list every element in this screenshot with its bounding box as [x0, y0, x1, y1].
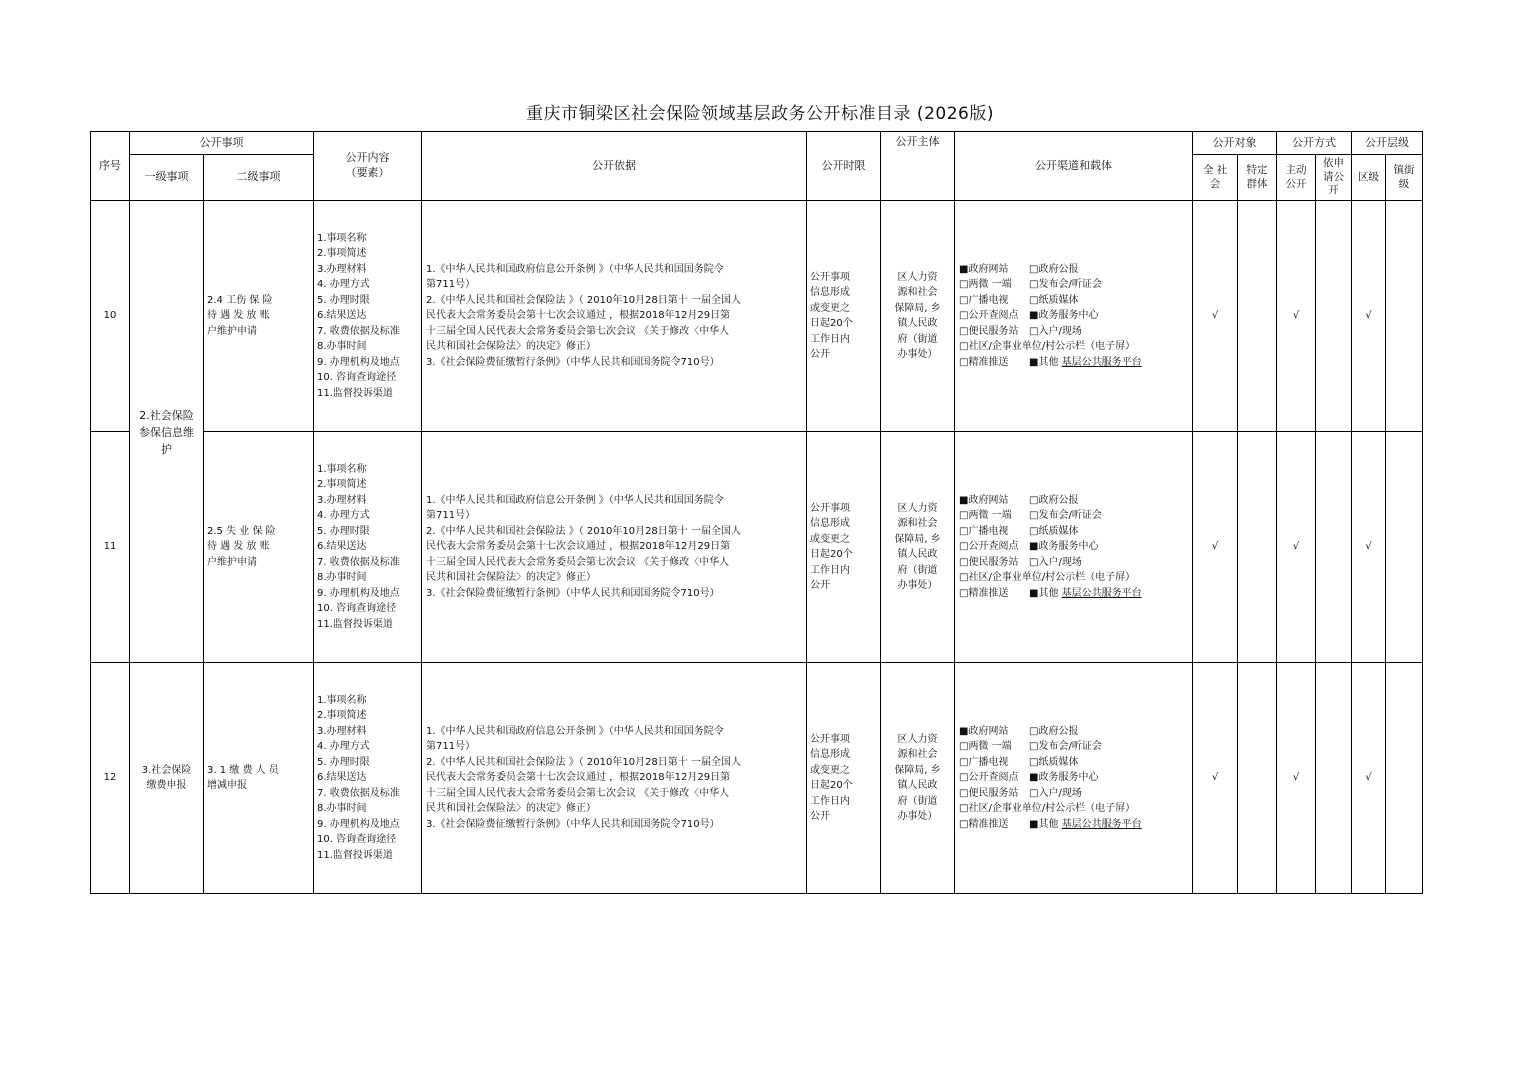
basis-line: 第711号） — [426, 741, 476, 753]
header-audience-group: 公开对象 — [1193, 132, 1277, 155]
basis-line: 3.《社会保险费征缴暂行条例》（中华人民共和国国务院令710号） — [426, 587, 720, 599]
check-level-district: √ — [1352, 201, 1386, 432]
subject-line: 办事处） — [897, 580, 938, 591]
channel-option: □入户/现场 — [1029, 325, 1082, 337]
content-line: 11.监督投诉渠道 — [317, 618, 393, 630]
content-line: 9. 办理机构及地点 — [317, 356, 400, 368]
channel-option: □广播电视 — [959, 756, 1009, 768]
check-audience-all: √ — [1193, 201, 1238, 432]
time-line: 信息形成 — [810, 287, 850, 298]
header-items-group: 公开事项 — [130, 132, 314, 155]
time-line: 公开事项 — [810, 733, 850, 745]
channel-option: □社区/企事业单位/村公示栏（电子屏） — [959, 803, 1136, 815]
empty-level-town — [1386, 663, 1423, 894]
level2-line: 待 遇 发 放 账 — [207, 541, 270, 553]
content-cell — [314, 663, 422, 894]
channel-option: □纸质媒体 — [1029, 756, 1079, 768]
level2-line: 3. 1 缴 费 人 员 — [207, 764, 279, 776]
empty-mode-request — [1316, 663, 1352, 894]
header-level-town: 镇街 级 — [1386, 155, 1423, 201]
channel-option: ■政府网站 — [959, 725, 1009, 737]
basis-line: 1.《中华人民共和国政府信息公开条例 》（中华人民共和国国务院令 — [426, 725, 724, 737]
level2-line: 待 遇 发 放 账 — [207, 310, 270, 322]
time-line: 公开 — [810, 580, 830, 591]
header-basis: 公开依据 — [422, 132, 807, 201]
channel-option: ■政务服务中心 — [1029, 541, 1099, 553]
empty-level-town — [1386, 432, 1423, 663]
channel-option: ■政府网站 — [959, 263, 1009, 275]
content-line: 4. 办理方式 — [317, 741, 370, 753]
level1-line: 3.社会保险 — [141, 764, 192, 776]
content-line: 1.事项名称 — [317, 232, 367, 244]
level1-cell-merged — [130, 201, 204, 663]
header-channel: 公开渠道和载体 — [955, 132, 1193, 201]
basis-line: 1.《中华人民共和国政府信息公开条例 》（中华人民共和国国务院令 — [426, 494, 724, 506]
channel-option: □社区/企事业单位/村公示栏（电子屏） — [959, 572, 1136, 584]
channel-option: □广播电视 — [959, 525, 1009, 537]
channel-option: □公开查阅点 — [959, 310, 1019, 322]
channel-option: □发布会/听证会 — [1029, 741, 1102, 753]
content-line: 1.事项名称 — [317, 694, 367, 706]
content-line: 10. 咨询查询途径 — [317, 372, 397, 384]
content-line: 6.结果送达 — [317, 310, 367, 322]
channel-option: ■政务服务中心 — [1029, 772, 1099, 784]
level1-line: 2.社会保险 — [139, 408, 194, 422]
subject-cell — [881, 201, 955, 432]
channel-option: ■其他 — [1029, 587, 1062, 599]
basis-cell — [422, 201, 807, 432]
subject-line: 镇人民政 — [897, 318, 938, 329]
time-line: 日起20个 — [810, 549, 853, 560]
time-cell — [807, 663, 881, 894]
time-line: 公开事项 — [810, 502, 850, 514]
level1-cell — [130, 663, 204, 894]
channel-option: □社区/企事业单位/村公示栏（电子屏） — [959, 341, 1136, 353]
basis-cell — [422, 663, 807, 894]
header-mode-request: 依申 请公 开 — [1316, 155, 1352, 201]
subject-line: 源和社会 — [897, 518, 938, 529]
table-row — [91, 663, 1423, 894]
time-line: 公开事项 — [810, 271, 850, 283]
empty-audience-specific — [1238, 432, 1277, 663]
time-line: 信息形成 — [810, 749, 850, 760]
subject-line: 府（街道 — [897, 564, 938, 576]
channel-option: □精准推送 — [959, 818, 1009, 830]
time-line: 信息形成 — [810, 518, 850, 529]
channel-option: ■其他 — [1029, 818, 1062, 830]
time-line: 工作日内 — [810, 795, 850, 807]
channel-option: □发布会/听证会 — [1029, 279, 1102, 291]
page-title: 重庆市铜梁区社会保险领域基层政务公开标准目录 (2026版) — [526, 104, 994, 124]
content-line: 8.办事时间 — [317, 803, 367, 815]
basis-line: 2.《中华人民共和国社会保险法 》（ 2010年10月28日第十 一届全国人 — [426, 525, 741, 537]
check-level-district: √ — [1352, 432, 1386, 663]
content-line: 3.办理材料 — [317, 263, 367, 275]
level1-line: 参保信息维 — [139, 425, 194, 439]
channel-option: □精准推送 — [959, 587, 1009, 599]
channel-option: □公开查阅点 — [959, 541, 1019, 553]
subject-line: 区人力资 — [897, 271, 938, 283]
content-line: 1.事项名称 — [317, 463, 367, 475]
basis-line: 民代表大会常务委员会第十七次会议通过 ，根据2018年12月29日第 — [426, 541, 731, 553]
channel-option: □发布会/听证会 — [1029, 510, 1102, 522]
basis-line: 十三届全国人民代表大会常务委员会第七次会议 《关于修改〈中华人 — [426, 787, 730, 799]
content-line: 4. 办理方式 — [317, 510, 370, 522]
content-line: 4. 办理方式 — [317, 279, 370, 291]
channel-option: □政府公报 — [1029, 263, 1079, 275]
content-line: 5. 办理时限 — [317, 525, 370, 537]
table-row — [91, 432, 1423, 663]
time-line: 或变更之 — [810, 764, 850, 776]
content-line: 6.结果送达 — [317, 541, 367, 553]
basis-line: 民共和国社会保险法〉的决定》修正） — [426, 341, 596, 353]
channel-other-value: 基层公共服务平台 — [1061, 356, 1142, 368]
channel-option: □两微 一端 — [959, 741, 1012, 753]
header-audience-specific: 特定 群体 — [1238, 155, 1277, 201]
channel-option: ■政务服务中心 — [1029, 310, 1099, 322]
time-line: 公开 — [810, 349, 830, 360]
channel-cell — [955, 432, 1193, 663]
level2-cell — [204, 432, 314, 663]
content-line: 2.事项简述 — [317, 248, 367, 260]
subject-line: 镇人民政 — [897, 549, 938, 560]
content-line: 8.办事时间 — [317, 572, 367, 584]
time-line: 日起20个 — [810, 318, 853, 329]
channel-cell — [955, 201, 1193, 432]
level2-line: 2.4 工伤 保 险 — [207, 294, 273, 306]
empty-mode-request — [1316, 201, 1352, 432]
content-line: 2.事项简述 — [317, 479, 367, 491]
subject-line: 源和社会 — [897, 287, 938, 298]
channel-other-value: 基层公共服务平台 — [1061, 587, 1142, 599]
basis-line: 民代表大会常务委员会第十七次会议通过 ，根据2018年12月29日第 — [426, 772, 731, 784]
subject-line: 区人力资 — [897, 502, 938, 514]
channel-option: □两微 一端 — [959, 279, 1012, 291]
content-line: 3.办理材料 — [317, 725, 367, 737]
content-line: 9. 办理机构及地点 — [317, 587, 400, 599]
channel-option: □入户/现场 — [1029, 556, 1082, 568]
empty-audience-specific — [1238, 663, 1277, 894]
header-content: 公开内容 （要素） — [314, 132, 422, 201]
content-line: 11.监督投诉渠道 — [317, 387, 393, 399]
level2-cell — [204, 663, 314, 894]
content-line: 10. 咨询查询途径 — [317, 834, 397, 846]
basis-line: 3.《社会保险费征缴暂行条例》（中华人民共和国国务院令710号） — [426, 356, 720, 368]
empty-level-town — [1386, 201, 1423, 432]
level2-line: 户维护申请 — [207, 556, 257, 568]
channel-cell — [955, 663, 1193, 894]
subject-line: 府（街道 — [897, 333, 938, 345]
subject-line: 办事处） — [897, 349, 938, 360]
content-cell — [314, 201, 422, 432]
channel-option: □便民服务站 — [959, 325, 1019, 337]
channel-option: □精准推送 — [959, 356, 1009, 368]
check-audience-all: √ — [1193, 663, 1238, 894]
basis-line: 民代表大会常务委员会第十七次会议通过 ，根据2018年12月29日第 — [426, 310, 731, 322]
content-line: 7. 收费依据及标准 — [317, 325, 400, 337]
content-line: 7. 收费依据及标准 — [317, 787, 400, 799]
basis-line: 十三届全国人民代表大会常务委员会第七次会议 《关于修改〈中华人 — [426, 325, 730, 337]
content-line: 9. 办理机构及地点 — [317, 818, 400, 830]
header-level-district: 区级 — [1352, 155, 1386, 201]
basis-line: 第711号） — [426, 510, 476, 522]
content-line: 6.结果送达 — [317, 772, 367, 784]
channel-option: □广播电视 — [959, 294, 1009, 306]
catalog-table — [90, 131, 1423, 894]
check-mode-active: √ — [1277, 432, 1316, 663]
content-line: 8.办事时间 — [317, 341, 367, 353]
channel-option: □纸质媒体 — [1029, 525, 1079, 537]
subject-line: 办事处） — [897, 811, 938, 822]
seq-cell: 11 — [91, 432, 130, 663]
basis-line: 十三届全国人民代表大会常务委员会第七次会议 《关于修改〈中华人 — [426, 556, 730, 568]
content-line: 2.事项简述 — [317, 710, 367, 722]
header-seq: 序号 — [91, 132, 130, 201]
time-cell — [807, 201, 881, 432]
channel-option: □政府公报 — [1029, 494, 1079, 506]
channel-option: □入户/现场 — [1029, 787, 1082, 799]
channel-other-value: 基层公共服务平台 — [1061, 818, 1142, 830]
header-time: 公开时限 — [807, 132, 881, 201]
channel-option: □两微 一端 — [959, 510, 1012, 522]
content-line: 10. 咨询查询途径 — [317, 603, 397, 615]
time-line: 公开 — [810, 811, 830, 822]
time-line: 或变更之 — [810, 533, 850, 545]
content-line: 5. 办理时限 — [317, 294, 370, 306]
level1-line: 缴费申报 — [146, 780, 187, 791]
check-audience-all: √ — [1193, 432, 1238, 663]
subject-line: 保障局, 乡 — [894, 302, 941, 314]
basis-line: 2.《中华人民共和国社会保险法 》（ 2010年10月28日第十 一届全国人 — [426, 756, 741, 768]
header-mode-active: 主动 公开 — [1277, 155, 1316, 201]
basis-line: 民共和国社会保险法〉的决定》修正） — [426, 803, 596, 815]
header-level2: 二级事项 — [204, 155, 314, 201]
check-level-district: √ — [1352, 663, 1386, 894]
header-level-group: 公开层级 — [1352, 132, 1423, 155]
time-cell — [807, 432, 881, 663]
basis-line: 3.《社会保险费征缴暂行条例》（中华人民共和国国务院令710号） — [426, 818, 720, 830]
time-line: 日起20个 — [810, 780, 853, 791]
subject-line: 镇人民政 — [897, 780, 938, 791]
time-line: 工作日内 — [810, 564, 850, 576]
content-line: 5. 办理时限 — [317, 756, 370, 768]
content-line: 7. 收费依据及标准 — [317, 556, 400, 568]
header-audience-all: 全 社 会 — [1193, 155, 1238, 201]
basis-line: 民共和国社会保险法〉的决定》修正） — [426, 572, 596, 584]
level2-cell — [204, 201, 314, 432]
header-level1: 一级事项 — [130, 155, 204, 201]
seq-cell: 10 — [91, 201, 130, 432]
check-mode-active: √ — [1277, 663, 1316, 894]
content-cell — [314, 432, 422, 663]
time-line: 工作日内 — [810, 333, 850, 345]
basis-line: 第711号） — [426, 279, 476, 291]
content-line: 3.办理材料 — [317, 494, 367, 506]
level2-line: 2.5 失 业 保 险 — [207, 525, 276, 537]
time-line: 或变更之 — [810, 302, 850, 314]
level2-line: 户维护申请 — [207, 325, 257, 337]
channel-option: ■政府网站 — [959, 494, 1009, 506]
channel-option: □纸质媒体 — [1029, 294, 1079, 306]
channel-option: ■其他 — [1029, 356, 1062, 368]
basis-cell — [422, 432, 807, 663]
subject-cell — [881, 663, 955, 894]
content-line: 11.监督投诉渠道 — [317, 849, 393, 861]
empty-audience-specific — [1238, 201, 1277, 432]
level1-line: 护 — [161, 443, 172, 457]
channel-option: □公开查阅点 — [959, 772, 1019, 784]
subject-line: 府（街道 — [897, 795, 938, 807]
check-mode-active: √ — [1277, 201, 1316, 432]
basis-line: 1.《中华人民共和国政府信息公开条例 》（中华人民共和国国务院令 — [426, 263, 724, 275]
subject-line: 保障局, 乡 — [894, 764, 941, 776]
subject-line: 保障局, 乡 — [894, 533, 941, 545]
table-row — [91, 201, 1423, 432]
header-row-1 — [91, 132, 1423, 155]
basis-line: 2.《中华人民共和国社会保险法 》（ 2010年10月28日第十 一届全国人 — [426, 294, 741, 306]
channel-option: □便民服务站 — [959, 556, 1019, 568]
channel-option: □政府公报 — [1029, 725, 1079, 737]
empty-mode-request — [1316, 432, 1352, 663]
header-subject: 公开主体 — [881, 132, 955, 201]
level2-line: 增减申报 — [207, 780, 247, 791]
subject-cell — [881, 432, 955, 663]
seq-cell: 12 — [91, 663, 130, 894]
channel-option: □便民服务站 — [959, 787, 1019, 799]
subject-line: 区人力资 — [897, 733, 938, 745]
header-mode-group: 公开方式 — [1277, 132, 1352, 155]
subject-line: 源和社会 — [897, 749, 938, 760]
